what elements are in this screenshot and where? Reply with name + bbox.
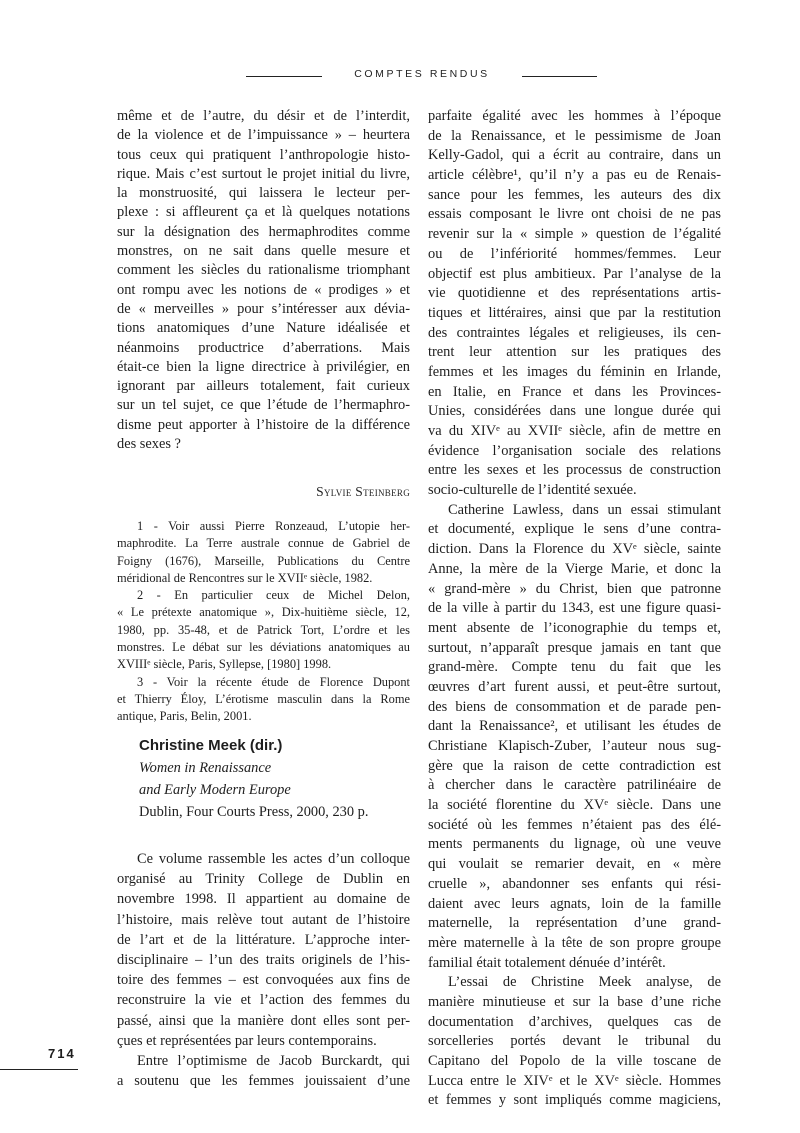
text-line: cruelle », abandonner ses enfants qui rési- [428,875,721,892]
text-line: méridional de Rencontres sur le XVIIᵉ siècle, 1982. [117,570,373,585]
text-line: maternelle, la représentation d’une grand- [428,915,721,932]
text-line: documentation d’archives, quelques cas de [428,1013,721,1030]
text-line: passé, ainsi que la manière dont elles sont per- [117,1012,410,1029]
paragraph [117,1051,410,1091]
text-line: 1980, pp. 35-48, et de Patrick Tort, L’ordre et les [117,622,410,637]
text-line: qui voulait se remarier devait, en « mère [428,856,721,873]
text-line: en Italie, en France et dans les Provinces- [428,383,721,400]
text-line: et documenté, explique le sens d’une contra- [428,521,721,538]
text-line: de « merveilles » pour s’intéresser aux dévia- [117,300,410,317]
text-line: de la ville à partir du 1343, est une figure quasi- [428,600,721,617]
paragraph [117,849,410,1051]
text-line: Capitano del Popolo de la ville toscane de [428,1053,721,1069]
header-rule-right [522,76,597,77]
text-line: çues et représentées par leurs contemporains. [117,1032,377,1049]
text-line: Lucca entre le XIVᵉ et le XVᵉ siècle. Hommes [428,1072,721,1089]
running-header-title: COMPTES RENDUS [354,68,490,80]
text-line: organisé au Trinity College de Dublin en [117,871,410,888]
text-line: objectif est plus ambitieux. Par l’analyse de la [428,265,721,282]
text-line: Entre l’optimisme de Jacob Burckardt, qui [137,1052,410,1069]
text-line: Unies, considérées dans une longue durée qui [428,403,721,420]
text-line: va du XIVᵉ au XVIIᵉ siècle, afin de mettre en [428,423,721,439]
text-line: ou de l’infériorité hommes/femmes. Leur [428,245,721,262]
text-line: socio-culturelle de l’identité sexuée. [428,482,637,499]
text-line: a soutenu que les femmes jouissaient d’une [117,1073,410,1090]
review-heading [139,735,368,823]
text-line: Christiane Klapisch-Zuber, l’auteur nous sug- [428,738,721,754]
text-line: sur la désignation des hermaphrodites comme [117,223,410,240]
text-line: gère que la raison de cette contradiction est [428,757,721,774]
text-line: sorcelleries portés devant le tribunal du [428,1033,721,1050]
text-line: ignorant par ailleurs totalement, fait curieux [117,378,410,395]
paragraph [117,674,410,726]
review-book-author: Christine Meek (dir.) [139,737,283,754]
text-line: Catherine Lawless, dans un essai stimulant [448,501,721,518]
text-line: surtout, n’apparaît presque jamais en tant que [428,639,721,656]
review-body-left [117,849,410,1091]
text-line: était-ce bien la ligne directrice à privilégier, en [117,358,410,375]
review-book-title-line: Women in Renaissance [139,760,272,776]
text-line: mère maternelle à la tête de son propre groupe [428,934,721,951]
paragraph [117,107,410,454]
text-line: Anne, la mère de la Vierge Marie, et donc la [428,560,721,577]
text-line: rique. Mais c’est surtout le projet initial du livre, [117,165,410,182]
running-header [0,68,800,86]
text-line: « grand-mère » du Christ, bien que patronne [428,580,721,597]
footnotes [117,518,410,726]
text-line: néanmoins productrice d’aberrations. Mais [117,339,410,356]
text-line: novembre 1998. Il appartient au domaine de [117,891,410,908]
text-line: à chercher dans le caractère patrilinéaire de [428,777,721,794]
text-line: trent leur attention sur les pratiques des [428,344,721,361]
left-column-text [117,107,410,454]
text-line: sance pour les femmes, les auteurs des dix [428,186,721,203]
text-line: ments permanents du lignage, où une veuve [428,836,721,853]
review-book-publication: Dublin, Four Courts Press, 2000, 230 p. [139,804,369,820]
paragraph [428,107,721,501]
text-line: ont rompu avec les notions de « prodiges » et [117,281,410,298]
paragraph [428,501,721,974]
text-line: toire des femmes – est convoquées aux fins de [117,972,410,989]
text-line: et Thierry Éloy, L’érotisme masculin dans la Rome [117,691,410,706]
paragraph [117,518,410,587]
text-line: Ce volume rassemble les actes d’un colloque [137,851,410,867]
right-column-text [428,107,721,1111]
text-line: œuvres d’art furent aussi, et peut-être surtout, [428,678,721,695]
text-line: et femmes y sont impliqués comme magiciens, [428,1092,721,1109]
text-line: même et de l’autre, du désir et de l’interdit, [117,108,410,124]
text-line: sur un tel sujet, ce que l’étude de l’hermaphro- [117,397,410,414]
text-line: article célèbre¹, qu’il n’y a pas eu de Renais- [428,167,721,184]
text-line: grand-mère. Compte tenu du fait que les [428,659,721,676]
text-line: femmes et les images du féminin en Irlande, [428,363,721,380]
text-line: essais composant le livre ont choisi de ne pas [428,206,721,223]
text-line: 2 - En particulier ceux de Michel Delon, [137,588,410,603]
text-line: ment absente de l’iconographie du temps et, [428,619,721,636]
text-line: vie quotidienne et des représentations artis- [428,285,721,302]
text-line: Kelly-Gadol, qui a écrit au contraire, dans un [428,147,721,164]
text-line: manière minutieuse et sur la base d’une riche [428,993,721,1010]
text-line: familial était totalement dénuée d’intérêt. [428,954,666,971]
text-line: « Le prétexte anatomique », Dix-huitième siècle, 12, [117,605,410,620]
text-line: société où les femmes n’étaient pas des élé- [428,816,721,833]
text-line: comment les siècles du rationalisme triomphant [117,262,410,279]
text-line: reconstruire la vie et l’action des femmes du [117,992,410,1009]
text-line: Foigny (1676), Marseille, Publications du Centre [117,553,410,568]
text-line: daient avec leurs agnats, loin de la famille [428,895,721,912]
text-line: la société florentine du XVᵉ siècle. Dans une [428,797,721,814]
paragraph [428,973,721,1111]
page-number-rule [0,1069,78,1070]
text-line: tiques et littéraires, ainsi que par la restitution [428,304,721,321]
text-line: maphrodite. La Terre australe connue de Gabriel de [117,536,410,551]
text-line: parfaite égalité avec les hommes à l’époque [428,108,721,124]
text-line: disciplinaire – l’un des traits originels de l’his- [117,951,410,968]
text-line: monstres, on ne sait dans quelle mesure et [117,243,410,260]
text-line: de l’art et de la littérature. L’approche inter- [117,931,410,948]
review-book-title-line: and Early Modern Europe [139,782,291,798]
text-line: disme peut apporter à l’histoire de la différence [117,416,410,433]
text-line: monstres. Le débat sur les déviations anatomiques au [117,640,410,655]
text-line: l’histoire, mais relève tout autant de l’histoire [117,911,410,928]
page-number: 714 [48,1046,76,1061]
text-line: des sexes ? [117,436,181,453]
text-line: diction. Dans la Florence du XVᵉ siècle, sainte [428,541,721,558]
text-line: 3 - Voir la récente étude de Florence Dupont [137,674,410,689]
text-line: 1 - Voir aussi Pierre Ronzeaud, L’utopie her- [137,519,410,533]
text-line: des contraintes légales et religieuses, ils cen- [428,324,721,341]
text-line: tions anatomiques d’une Nature idéalisée et [117,320,410,337]
text-line: la monstruosité, qui laissera le lecteur per- [117,185,410,202]
text-line: de la violence et de l’impuissance » – heurtera [117,127,410,144]
text-line: évidence l’organisation sociale des relations [428,442,721,459]
text-line: entre les sexes et les processus de construction [428,462,721,479]
text-line: de la Renaissance, et le pessimisme de Joan [428,127,721,144]
header-rule-left [246,76,322,77]
review-signature: Sylvie Steinberg [316,484,410,499]
text-line: L’essai de Christine Meek analyse, de [448,974,721,991]
text-line: des biens de consommation et de parade pen- [428,698,721,715]
text-line: revenir sur la « simple » question de l’égalité [428,226,721,243]
text-line: antique, Paris, Belin, 2001. [117,709,252,724]
text-line: tous ceux qui pratiquent l’anthropologie histo- [117,146,410,163]
paragraph [117,587,410,673]
text-line: dant la Renaissance², et utilisant les études de [428,718,721,735]
text-line: XVIIIᵉ siècle, Paris, Syllepse, [1980] 1998. [117,657,332,672]
text-line: plexe : si affleurent ça et là quelques notations [117,204,410,221]
